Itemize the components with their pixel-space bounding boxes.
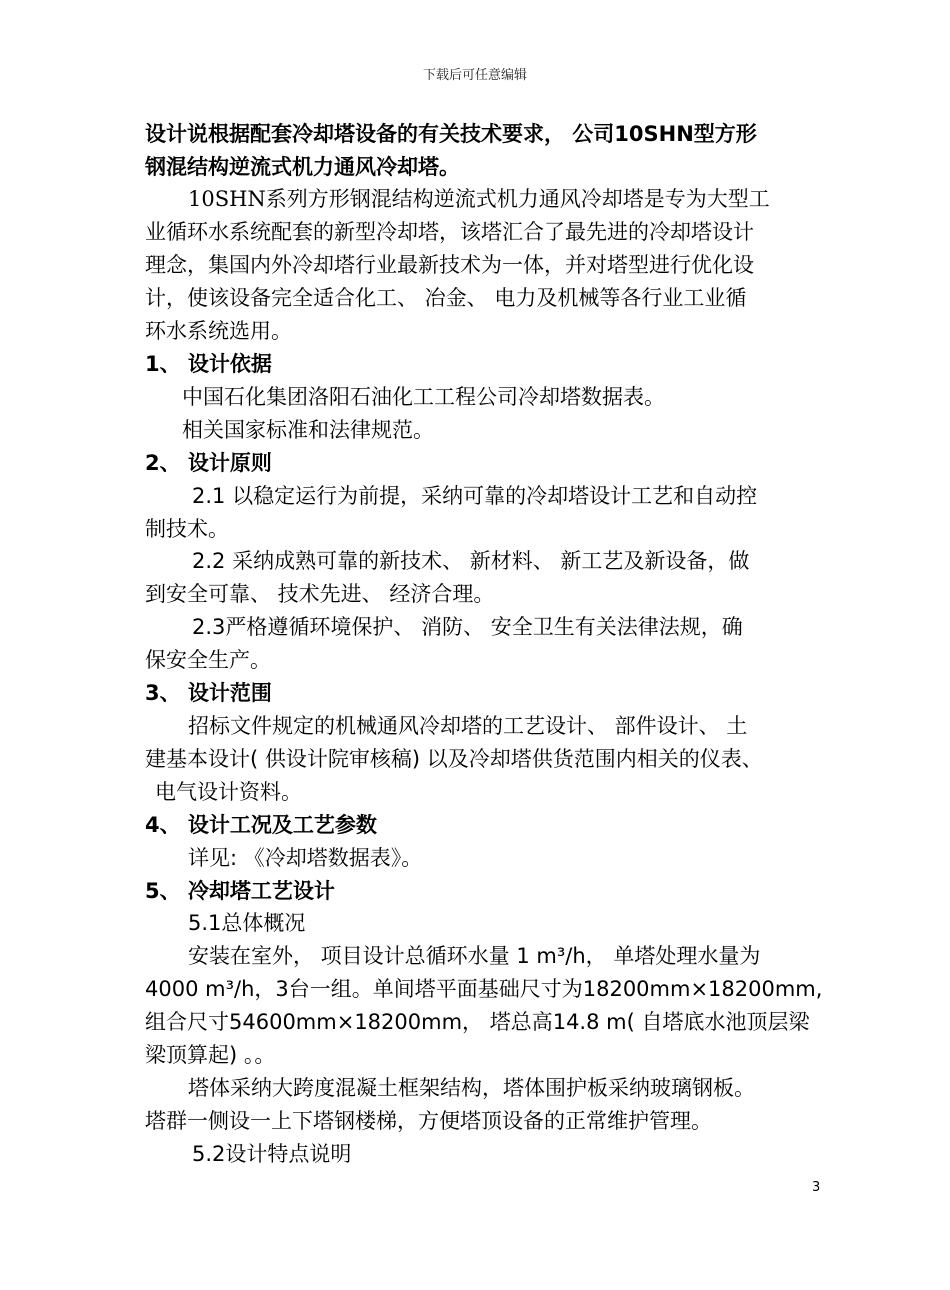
section-5-line: 4000 m³/h，3台一组。单间塔平面基础尺寸为18200mm×18200mm, xyxy=(145,977,823,1001)
section-3-line: 电气设计资料。 xyxy=(155,780,302,804)
section-5-line: 梁顶算起) 。。 xyxy=(145,1043,276,1067)
intro-line: 理念，集国内外冷却塔行业最新技术为一体，并对塔型进行优化设 xyxy=(145,253,754,277)
section-1-title: 1、 设计依据 xyxy=(145,352,272,376)
intro-line: 业循环水系统配套的新型冷却塔，该塔汇合了最先进的冷却塔设计 xyxy=(145,220,754,244)
section-3-title: 3、 设计范围 xyxy=(145,681,272,705)
section-3-line: 招标文件规定的机械通风冷却塔的工艺设计、 部件设计、 土 xyxy=(188,714,748,738)
section-1-line: 相关国家标准和法律规范。 xyxy=(182,418,434,442)
header-note: 下载后可任意编辑 xyxy=(422,68,527,83)
section-5-line: 安装在室外， 项目设计总循环水量 1 m³/h， 单塔处理水量为 xyxy=(188,944,761,968)
intro-line: 计，使该设备完全适合化工、 冶金、 电力及机械等各行业工业循 xyxy=(145,286,747,310)
section-5-line: 组合尺寸54600mm×18200mm， 塔总高14.8 m( 自塔底水池顶层梁 xyxy=(145,1010,810,1034)
section-2-line: 2.3严格遵循环境保护、 消防、 安全卫生有关法律法规，确 xyxy=(192,615,743,639)
heading-line: 设计说根据配套冷却塔设备的有关技术要求， 公司10SHN型方形 xyxy=(145,122,757,146)
heading-line: 钢混结构逆流式机力通风冷却塔。 xyxy=(145,155,460,179)
section-2-line: 到安全可靠、 技术先进、 经济合理。 xyxy=(145,582,495,606)
section-1-line: 中国石化集团洛阳石油化工工程公司冷却塔数据表。 xyxy=(182,385,665,409)
section-2-title: 2、 设计原则 xyxy=(145,451,272,475)
section-2-line: 保安全生产。 xyxy=(145,648,271,672)
section-5-line: 5.2设计特点说明 xyxy=(192,1142,352,1166)
section-5-line: 塔体采纳大跨度混凝土框架结构，塔体围护板采纳玻璃钢板。 xyxy=(188,1076,755,1100)
section-4-line: 详见: 《冷却塔数据表》。 xyxy=(188,846,423,870)
intro-line: 环水系统选用。 xyxy=(145,319,292,343)
section-2-line: 2.2 采纳成熟可靠的新技术、 新材料、 新工艺及新设备，做 xyxy=(192,549,750,573)
section-2-line: 制技术。 xyxy=(145,517,229,541)
section-2-line: 2.1 以稳定运行为前提，采纳可靠的冷却塔设计工艺和自动控 xyxy=(192,484,758,508)
section-3-line: 建基本设计( 供设计院审核稿) 以及冷却塔供货范围内相关的仪表、 xyxy=(145,747,763,771)
intro-line: 10SHN系列方形钢混结构逆流式机力通风冷却塔是专为大型工 xyxy=(188,187,770,211)
page-number: 3 xyxy=(812,1180,821,1195)
section-5-line: 5.1总体概况 xyxy=(188,911,306,935)
section-5-title: 5、 冷却塔工艺设计 xyxy=(145,879,335,903)
section-4-title: 4、 设计工况及工艺参数 xyxy=(145,813,377,837)
section-5-line: 塔群一侧设一上下塔钢楼梯，方便塔顶设备的正常维护管理。 xyxy=(145,1109,712,1133)
